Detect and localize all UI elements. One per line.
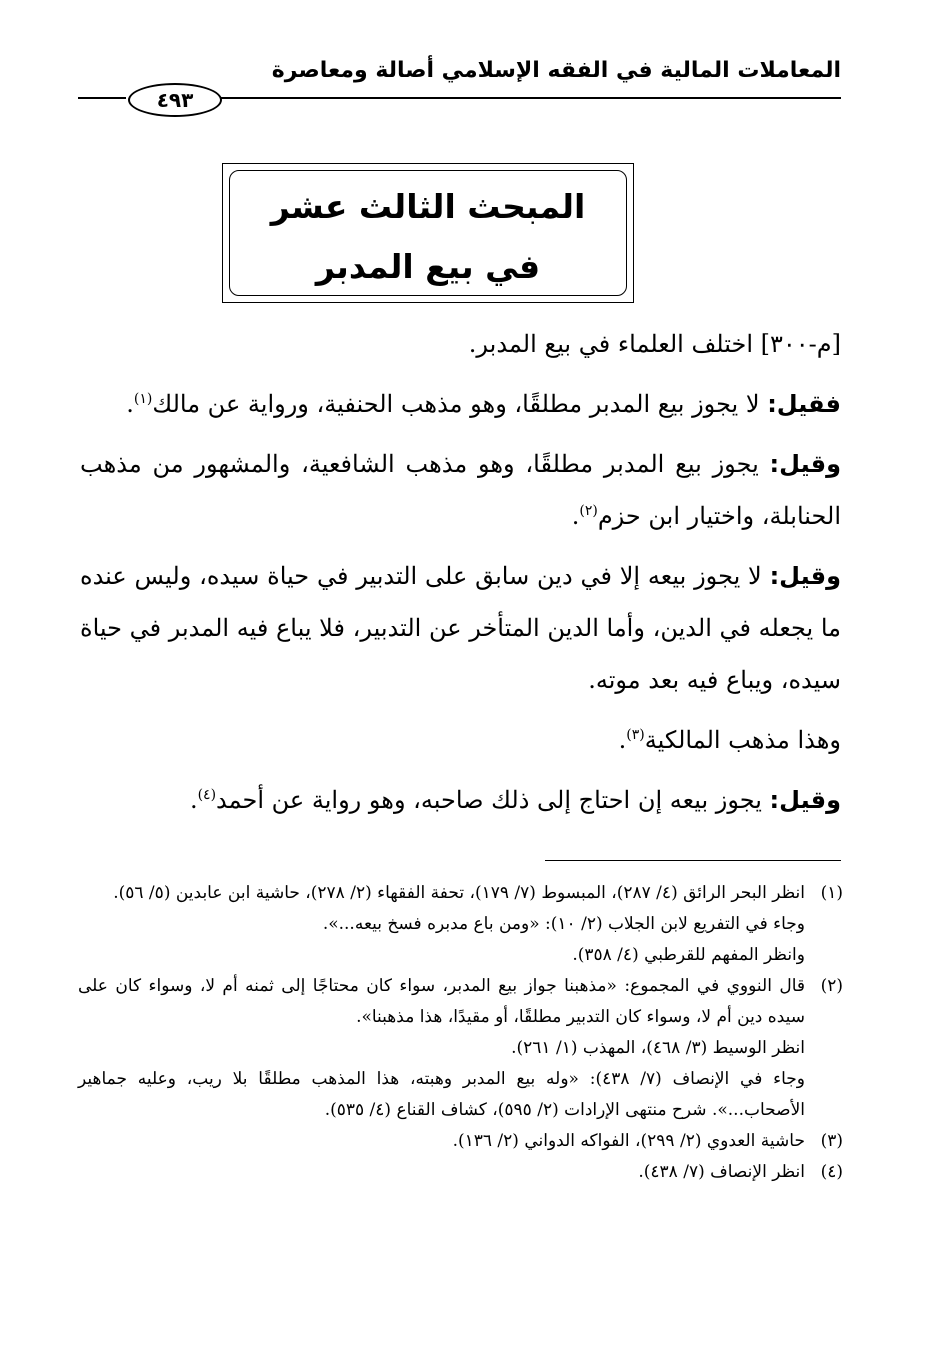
paragraph-opinion-4 (80, 774, 841, 826)
header-rule (150, 97, 841, 99)
footnote-line: حاشية العدوي (٢/ ٢٩٩)، الفواكه الدواني (٢/ ١٣٦). (452, 1131, 805, 1151)
footnote-number: (٤) (820, 1162, 843, 1182)
running-header-title: المعاملات المالية في الفقه الإسلامي أصالة ومعاصرة (271, 58, 841, 83)
footnote-1 (78, 878, 843, 971)
opinion-lead: فقيل: (767, 390, 841, 418)
opinion-text: يجوز بيع المدبر مطلقًا، وهو مذهب الشافعية، والمشهور من مذهب الحنابلة، واختيار ابن حزم (80, 450, 841, 530)
sentence-end: . (571, 502, 580, 530)
opinion-lead: وقيل: (769, 786, 841, 814)
page-number: ٤٩٣ (128, 83, 222, 117)
footnote-number: (١) (820, 883, 843, 903)
footnote-line: وجاء في الإنصاف (٧/ ٤٣٨): «وله بيع المدبر وهبته، هذا المذهب مطلقًا بلا ريب، وعليه جماهير الأصحاب...». شرح منتهى الإرادات (٢/ ٥٩٥)، كشاف القناع (٤/ ٥٣٥). (78, 1069, 805, 1120)
footnote-number: (٢) (820, 976, 843, 996)
footnote-line: انظر الإنصاف (٧/ ٤٣٨). (638, 1162, 805, 1182)
paragraph-opinion-3 (80, 550, 841, 706)
chapter-title-frame (222, 163, 634, 303)
sentence-end: . (126, 390, 134, 418)
footnote-ref[interactable]: (٣) (626, 727, 645, 743)
header-rule-left (78, 97, 126, 99)
paragraph-opinion-1 (80, 378, 841, 430)
paragraph-intro: [م-٣٠٠] اختلف العلماء في بيع المدبر. (468, 330, 841, 358)
chapter-title-line-2: في بيع المدبر (315, 247, 541, 286)
footnote-separator (545, 860, 841, 861)
footnote-body (78, 1157, 805, 1188)
footnote-2 (78, 971, 843, 1126)
sentence-end: . (189, 786, 198, 814)
footnote-ref[interactable]: (٢) (579, 503, 598, 519)
footnote-4 (78, 1157, 843, 1188)
footnote-line: انظر البحر الرائق (٤/ ٢٨٧)، المبسوط (٧/ ١٧٩)، تحفة الفقهاء (٢/ ٢٧٨)، حاشية ابن عابدين (٥/ ٥٦). (113, 883, 805, 903)
paragraph-maliki-note (80, 714, 841, 766)
opinion-text: يجوز بيعه إن احتاج إلى ذلك صاحبه، وهو رواية عن أحمد (216, 786, 770, 814)
note-text: وهذا مذهب المالكية (644, 726, 841, 754)
footnote-line: قال النووي في المجموع: «مذهبنا جواز بيع المدبر، سواء كان محتاجًا إلى ثمنه أم لا، وسواء كان على سيده دين أم لا، وسواء كان التدبير مطلقًا، أو مقيدًا، هذا مذهبنا». (78, 976, 805, 1027)
footnote-ref[interactable]: (١) (133, 391, 153, 407)
chapter-title-inner-frame (229, 170, 627, 296)
footnote-line: وانظر المفهم للقرطبي (٤/ ٣٥٨). (572, 945, 805, 965)
footnote-body (78, 1126, 805, 1157)
footnote-ref[interactable]: (٤) (197, 787, 217, 803)
footnote-body (78, 878, 805, 971)
footnote-line: انظر الوسيط (٣/ ٤٦٨)، المهذب (١/ ٢٦١). (511, 1038, 805, 1058)
footnote-body (78, 971, 805, 1126)
footnote-line: وجاء في التفريع لابن الجلاب (٢/ ١٠): «ومن باع مدبره فسخ بيعه...». (322, 914, 805, 934)
paragraph-opinion-2 (80, 438, 841, 542)
footnotes (78, 878, 843, 1188)
footnote-number: (٣) (820, 1131, 843, 1151)
main-text (80, 318, 841, 834)
opinion-lead: وقيل: (769, 562, 842, 590)
sentence-end: . (618, 726, 627, 754)
opinion-text: لا يجوز بيعه إلا في دين سابق على التدبير في حياة سيده، وليس عنده ما يجعله في الدين، وأما الدين المتأخر عن التدبير، فلا يباع فيه المدبر في حياة سيده، ويباع فيه بعد موته. (80, 562, 841, 694)
opinion-lead: وقيل: (769, 450, 841, 478)
footnote-3 (78, 1126, 843, 1157)
opinion-text: لا يجوز بيع المدبر مطلقًا، وهو مذهب الحنفية، ورواية عن مالك (152, 390, 768, 418)
chapter-title-line-1: المبحث الثالث عشر (270, 187, 586, 226)
